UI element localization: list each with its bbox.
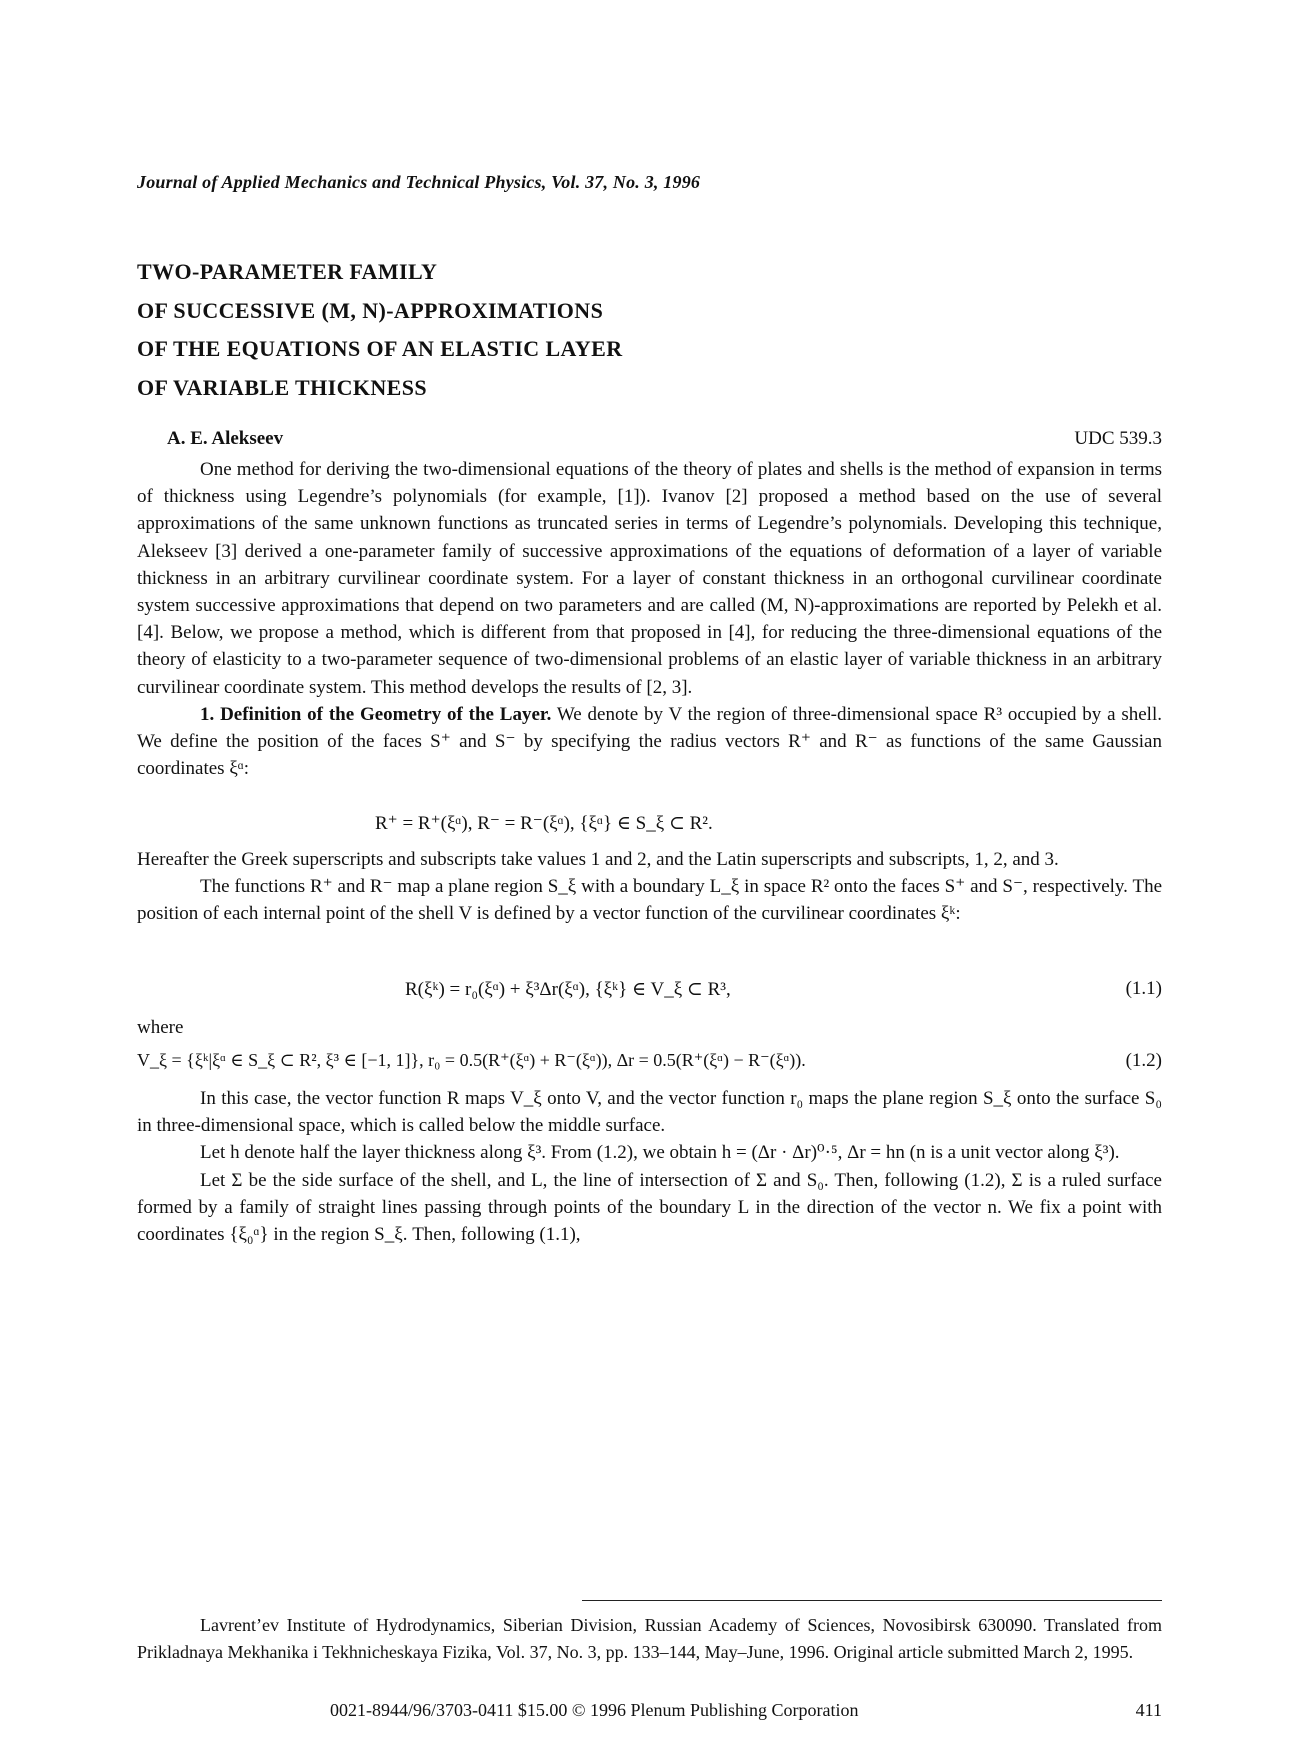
- title-line: OF VARIABLE THICKNESS: [137, 374, 428, 400]
- footnote: [137, 1612, 1162, 1666]
- text-block-2: [137, 846, 1162, 928]
- copyright-line: 0021-8944/96/3703-0411 $15.00 © 1996 Plenum Publishing Corporation: [330, 1700, 859, 1720]
- author-name: A. E. Alekseev: [167, 428, 284, 449]
- paragraph: Let h denote half the layer thickness along ξ³. From (1.2), we obtain h = (Δr · Δr)⁰·⁵, Δr = hn (n is a unit vector along ξ³).: [200, 1142, 1120, 1164]
- footnote-text: Lavrent’ev Institute of Hydrodynamics, Siberian Division, Russian Academy of Sciences, Novosibirsk 630090. Translated from Prikladnaya Mekhanika i Tekhnicheskaya Fizika, Vol. 37, No. 3, pp. 133–144, May–June, 1996. Original article submitted March 2, 1995.: [137, 1615, 1162, 1662]
- footnote-divider: [582, 1600, 1162, 1601]
- paragraph: One method for deriving the two-dimensional equations of the theory of plates and shells is the method of expansion in terms of thickness using Legendre’s polynomials (for example, [1]). Ivanov [2] proposed a method based on the use of several approximations of the same unknown functions as truncated series in terms of Legendre’s polynomials. Developing this technique, Alekseev [3] derived a one-parameter family of successive approximations of the equations of deformation of a layer of variable thickness in an arbitrary curvilinear coordinate system. For a layer of constant thickness in an orthogonal curvilinear coordinate system successive approximations that depend on two parameters and are called (M, N)-approximations are reported by Pelekh et al. [4]. Below, we propose a method, which is different from that proposed in [4], for reducing the three-dimensional equations of the theory of elasticity to a two-parameter sequence of two-dimensional problems of an elastic layer of variable thickness in an arbitrary curvilinear coordinate system. This method develops the results of [2, 3].: [137, 459, 1162, 698]
- journal-header: Journal of Applied Mechanics and Technical Physics, Vol. 37, No. 3, 1996: [137, 172, 701, 192]
- title-line: OF SUCCESSIVE (M, N)-APPROXIMATIONS: [137, 297, 604, 323]
- article-title: [137, 253, 622, 407]
- paragraph: [137, 701, 1162, 783]
- udc-code: UDC 539.3: [1074, 428, 1162, 449]
- paragraph: Hereafter the Greek superscripts and subscripts take values 1 and 2, and the Latin superscripts and subscripts, 1, 2, and 3.: [137, 849, 1059, 870]
- where-label: [137, 1014, 1162, 1041]
- equation-radius-vectors: R⁺ = R⁺(ξᵅ), R⁻ = R⁻(ξᵅ), {ξᵅ} ∈ S_ξ ⊂ R².: [375, 813, 713, 834]
- intro-block: [137, 456, 1162, 782]
- equation-number: (1.1): [1125, 978, 1162, 999]
- equation-number: (1.2): [1125, 1050, 1162, 1071]
- equation-1-1: R(ξᵏ) = r₀(ξᵅ) + ξ³Δr(ξᵅ), {ξᵏ} ∈ V_ξ ⊂ R³,: [405, 979, 731, 1000]
- paragraph: Let Σ be the side surface of the shell, and L, the line of intersection of Σ and S₀. Then, following (1.2), Σ is a ruled surface formed by a family of straight lines passing through points of the boundary L in the direction of the vector n. We fix a point with coordinates {ξ₀ᵅ} in the region S_ξ. Then, following (1.1),: [137, 1169, 1162, 1246]
- page-number: 411: [1135, 1700, 1162, 1720]
- title-line: OF THE EQUATIONS OF AN ELASTIC LAYER: [137, 336, 623, 361]
- section-heading: 1. Definition of the Geometry of the Layer.: [200, 703, 552, 725]
- paragraph: In this case, the vector function R maps V_ξ onto V, and the vector function r₀ maps the plane region S_ξ onto the surface S₀ in three-dimensional space, which is called below the middle surface.: [137, 1088, 1162, 1137]
- title-line: TWO-PARAMETER FAMILY: [137, 259, 438, 284]
- paragraph: where: [137, 1017, 184, 1038]
- paragraph: The functions R⁺ and R⁻ map a plane region S_ξ with a boundary L_ξ in space R² onto the faces S⁺ and S⁻, respectively. The position of each internal point of the shell V is defined by a vector function of the curvilinear coordinates ξᵏ:: [137, 876, 1162, 925]
- equation-1-2: V_ξ = {ξᵏ|ξᵅ ∈ S_ξ ⊂ R², ξ³ ∈ [−1, 1]}, r₀ = 0.5(R⁺(ξᵅ) + R⁻(ξᵅ)), Δr = 0.5(R⁺(ξᵅ) − R⁻(ξᵅ)).: [137, 1050, 806, 1070]
- paragraph-text: We denote by V the region of three-dimensional space R³ occupied by a shell. We define the position of the faces S⁺ and S⁻ by specifying the radius vectors R⁺ and R⁻ as functions of the same Gaussian coordinates ξᵅ:: [137, 703, 1162, 780]
- text-block-3: [137, 1085, 1162, 1248]
